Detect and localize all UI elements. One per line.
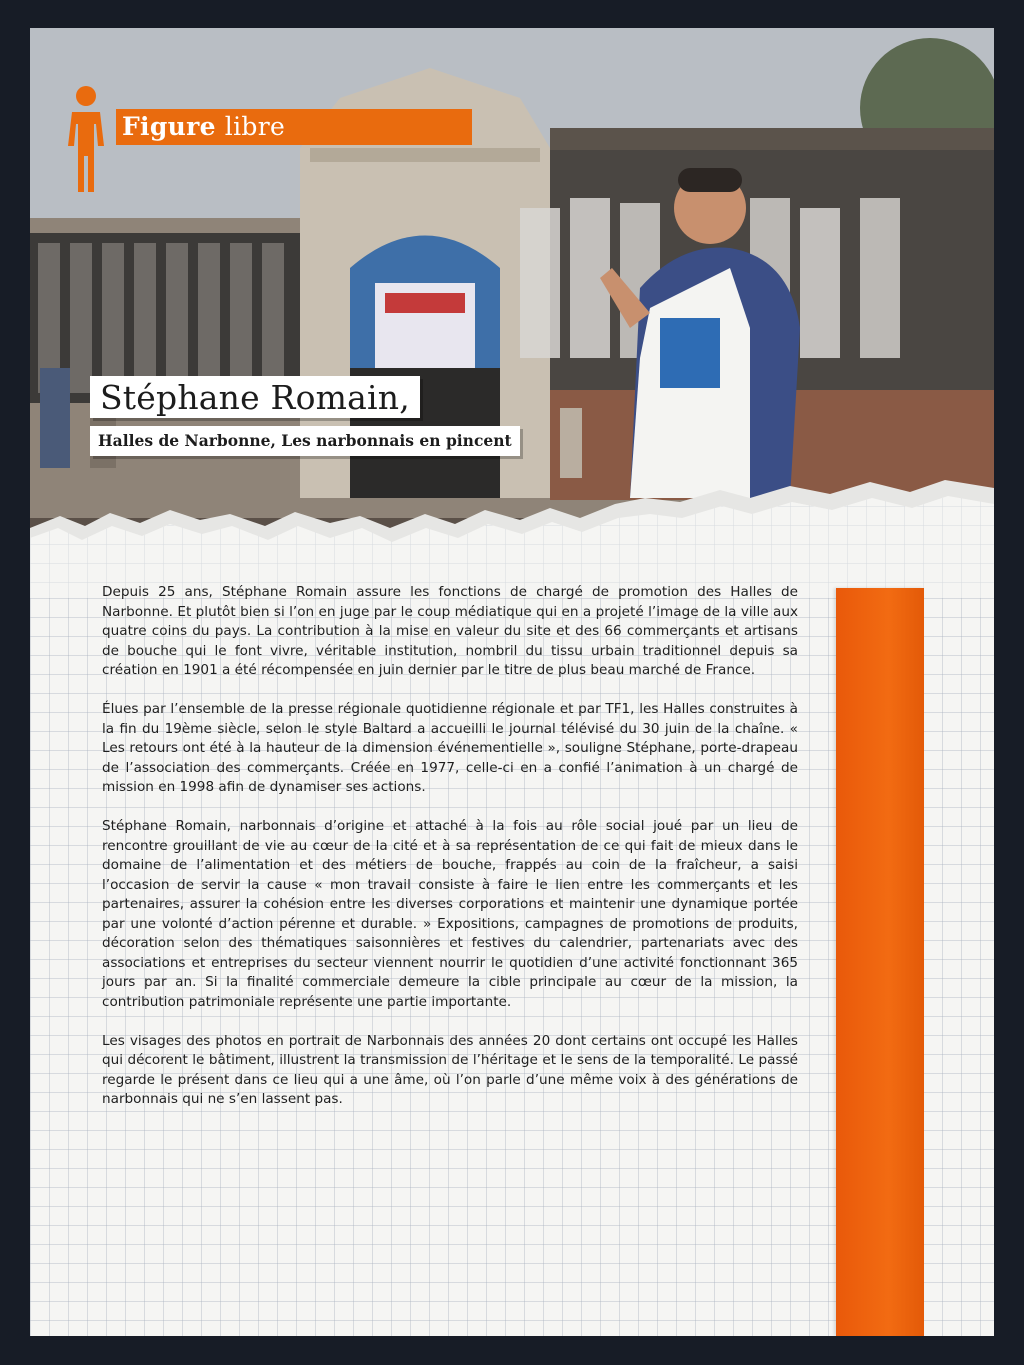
section-label-bold: Figure bbox=[122, 112, 216, 141]
subtitle-box bbox=[90, 426, 520, 456]
person-name: Stéphane Romain, bbox=[100, 378, 410, 417]
orange-accent-bar bbox=[836, 588, 924, 1336]
article-body bbox=[102, 583, 798, 1129]
article-paragraph: Stéphane Romain, narbonnais d’origine et attaché à la fois au rôle social joué par un lieu de rencontre grouillant de vie au cœur de la cité et à sa représentation de ce qui fait de mieux dans le domaine de l’alimentation et des métiers de bouche, frappés au coin de la fraîcheur, a saisi l’occasion de servir la cause « mon travail consiste à faire le lien entre les commerçants et les partenaires, assurer la cohésion entre les diverses corporations et maintenir une dynamique portée par une volonté d’action pérenne et durable. » Expositions, campagnes de promotions de produits, décoration selon des thématiques saisonnières et festives du calendrier, partenariats avec des associations et entreprises du secteur viennent nourrir le quotidien d’une activité fonctionnant 365 jours par an. Si la finalité commerciale demeure la cible principale au cœur de la mission, la contribution patrimoniale représente une partie importante. bbox=[102, 818, 798, 1010]
person-subtitle: Halles de Narbonne, Les narbonnais en pincent bbox=[98, 431, 512, 450]
name-box bbox=[90, 376, 420, 418]
person-icon bbox=[64, 84, 108, 196]
section-label-light: libre bbox=[224, 112, 286, 141]
magazine-page bbox=[30, 28, 994, 1336]
article-paragraph: Élues par l’ensemble de la presse régionale quotidienne régionale et par TF1, les Halles construites à la fin du 19ème siècle, selon le style Baltard a accueilli le journal télévisé du 30 juin de la chaîne. « Les retours ont été à la hauteur de la dimension événementielle », souligne Stéphane, porte-drapeau de l’association des commerçants. Créée en 1977, celle-ci en a confié l’animation à un chargé de mission en 1998 afin de dynamiser ses actions. bbox=[102, 701, 798, 795]
article-paragraph: Les visages des photos en portrait de Narbonnais des années 20 dont certains ont occupé les Halles qui décorent le bâtiment, illustrent la transmission de l’héritage et le sens de la temporalité. Le passé regarde le présent dans ce lieu qui a une âme, où l’on parle d’une même voix à des générations de narbonnais qui ne s’en lassent pas. bbox=[102, 1032, 798, 1107]
torn-paper-edge bbox=[30, 468, 994, 598]
article-paragraph: Depuis 25 ans, Stéphane Romain assure les fonctions de chargé de promotion des Halles de Narbonne. Et plutôt bien si l’on en juge par le coup médiatique qui en a projeté l’image de la ville aux quatre coins du pays. La contribution à la mise en valeur du site et des 66 commerçants et artisans de bouche qui le font vivre, véritable institution, nombril du tissu urbain traditionnel depuis sa création en 1901 a été récompensée en juin dernier par le titre de plus beau marché de France. bbox=[102, 584, 798, 678]
section-label bbox=[122, 109, 285, 145]
